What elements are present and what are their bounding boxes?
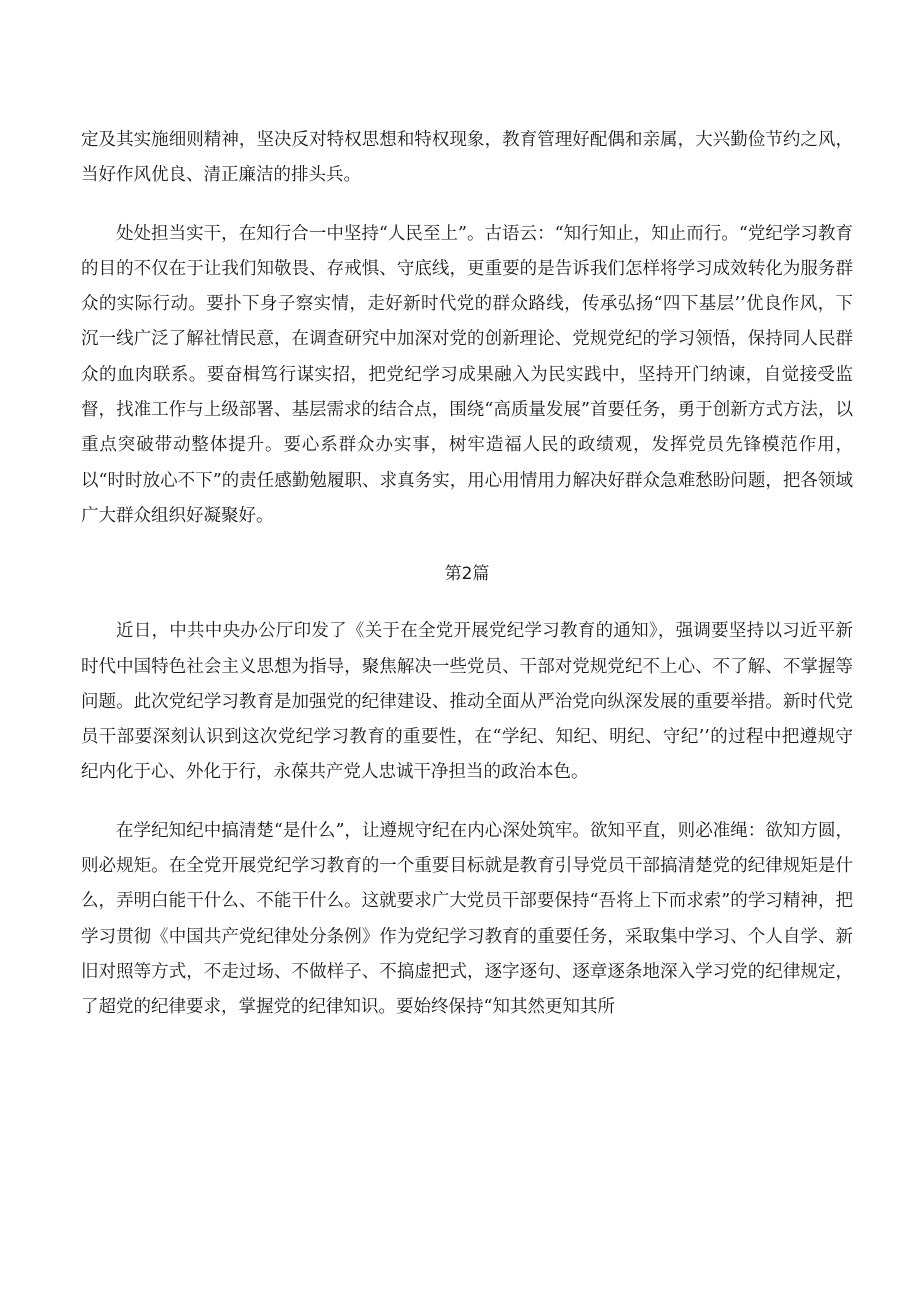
section-heading: 第2篇 bbox=[444, 564, 490, 585]
document-body bbox=[81, 123, 853, 1049]
paragraph-people-first: 处处担当实干，在知行合一中坚持“人民至上”。古语云：“知行知止，知止而行。“党纪学习教育的目的不仅在于让我们知敬畏、存戒惧、守底线，更重要的是告诉我们怎样将学习成效转化为服务群众的实际行动。要扑下身子察实情，走好新时代党的群众路线，传承弘扬“四下基层’’优良作风，下沉一线广泛了解社情民意，在调查研究中加深对党的创新理论、党规党纪的学习领悟，保持同人民群众的血肉联系。要奋楫笃行谋实招，把党纪学习成果融入为民实践中，坚持开门纳谏，自觉接受监督，找准工作与上级部署、基层需求的结合点，围绕“高质量发展”首要任务，勇于创新方式方法，以重点突破带动整体提升。要心系群众办实事，树牢造福人民的政绩观，发挥党员先锋模范作用，以“时时放心不下”的责任感勤勉履职、求真务实，用心用情用力解决好群众急难愁盼问题，把各领域广大群众组织好凝聚好。 bbox=[81, 223, 853, 526]
paragraph-continuation: 定及其实施细则精神，坚决反对特权思想和特权现象，教育管理好配偶和亲属，大兴勤俭节约之风，当好作风优良、清正廉洁的排头兵。 bbox=[81, 130, 853, 186]
paragraph-notice: 近日，中共中央办公厅印发了《关于在全党开展党纪学习教育的通知》，强调要坚持以习近平新时代中国特色社会主义思想为指导，聚焦解决一些党员、干部对党规党纪不上心、不了解、不掌握等问题。此次党纪学习教育是加强党的纪律建设、推动全面从严治党向纵深发展的重要举措。新时代党员干部要深刻认识到这次党纪学习教育的重要性，在“学纪、知纪、明纪、守纪’’的过程中把遵规守纪内化于心、外化于行，永葆共产党人忠诚干净担当的政治本色。 bbox=[81, 621, 853, 783]
paragraph-learn-discipline: 在学纪知纪中搞清楚“是什么”，让遵规守纪在内心深处筑牢。欲知平直，则必准绳：欲知方圆，则必规矩。在全党开展党纪学习教育的一个重要目标就是教育引导党员干部搞清楚党的纪律规矩是什么，弄明白能干什么、不能干什么。这就要求广大党员干部要保持“吾将上下而求索”的学习精神，把学习贯彻《中国共产党纪律处分条例》作为党纪学习教育的重要任务，采取集中学习、个人自学、新旧对照等方式，不走过场、不做样子、不搞虚把式，逐字逐句、逐章逐条地深入学习党的纪律规定，了超党的纪律要求，掌握党的纪律知识。要始终保持“知其然更知其所 bbox=[81, 820, 853, 1018]
